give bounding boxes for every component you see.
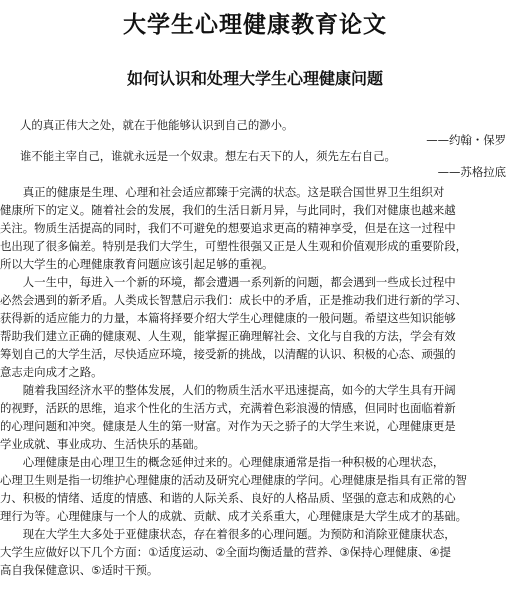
paragraph-line: 的视野，活跃的思维，追求个性化的生活方式，充满着色彩浪漫的情感，但同时也面临着新	[0, 401, 456, 415]
epigraph-author: ——苏格拉底	[437, 165, 506, 179]
paragraph-line: 也出现了很多偏差。特别是我们大学生，可塑性很强又正是人生观和价值观形成的重要阶段，	[0, 239, 468, 253]
paragraph-line: 真正的健康是生理、心理和社会适应都臻于完满的状态。这是联合国世界卫生组织对	[0, 185, 445, 199]
paragraph-line: 高自我保健意识、⑤适时干预。	[0, 563, 159, 577]
paragraph-line: 健康所下的定义。随着社会的发展，我们的生活日新月异，与此同时，我们对健康也越来越	[0, 203, 456, 217]
paragraph-line: 理行为等。心理健康与一个人的成就、贡献、成才关系重大，心理健康是大学生成才的基础。	[0, 509, 468, 523]
paragraph-line: 现在大学生大多处于亚健康状态，存在着很多的心理问题。为预防和消除亚健康状态，	[0, 527, 456, 541]
paragraph-line: 随着我国经济水平的整体发展，人们的物质生活水平迅速提高，如今的大学生具有开阔	[0, 383, 456, 397]
paragraph-line: 意志走向成才之路。	[0, 365, 103, 379]
epigraph-quote: 人的真正伟大之处，就在于他能够认识到自己的渺小。	[20, 118, 294, 132]
paragraph-line: 力、积极的情绪、适度的情感、和谐的人际关系、良好的人格品质、坚强的意志和成熟的心	[0, 491, 456, 505]
paragraph-line: 帮助我们建立正确的健康观、人生观，能掌握正确理解社会、文化与自我的方法，学会有效	[0, 329, 456, 343]
paragraph-line: 所以大学生的心理健康教育问题应该引起足够的重视。	[0, 257, 274, 271]
paragraph-line: 获得新的适应能力的力量，本篇将择要介绍大学生心理健康的一般问题。希望这些知识能够	[0, 311, 456, 325]
paragraph-line: 心理卫生则是指一切维护心理健康的活动及研究心理健康的学问。心理健康是指具有正常的智	[0, 473, 468, 487]
paragraph-line: 必然会遇到的新矛盾。人类成长智慧启示我们：成长中的矛盾，正是推动我们进行新的学习、	[0, 293, 468, 307]
paragraph-line: 人一生中，每进入一个新的环境，都会遭遇一系列新的问题，都会遇到一些成长过程中	[0, 275, 456, 289]
paragraph-line: 大学生应做好以下几个方面：①适度运动、②全面均衡适量的营养、③保持心理健康、④提	[0, 545, 451, 559]
paragraph-line: 学业成就、事业成功、生活快乐的基础。	[0, 437, 206, 451]
paragraph-line: 的心理问题和冲突。健康是人生的第一财富。对作为天之骄子的大学生来说，心理健康更是	[0, 419, 456, 433]
document-title: 大学生心理健康教育论文	[123, 11, 387, 38]
epigraph-author: ——约翰・保罗	[426, 133, 506, 147]
paragraph-line: 筹划自己的大学生活，尽快适应环境，接受新的挑战，以清醒的认识、积极的心态、顽强的	[0, 347, 456, 361]
paragraph-line: 关注。物质生活提高的同时，我们不可避免的想要追求更高的精神享受，但是在这一过程中	[0, 221, 456, 235]
epigraph-quote: 谁不能主宰自己，谁就永远是一个奴隶。想左右天下的人，须先左右自己。	[20, 149, 396, 163]
document-subtitle: 如何认识和处理大学生心理健康问题	[126, 69, 383, 88]
paragraph-line: 心理健康是由心理卫生的概念延伸过来的。心理健康通常是指一种积极的心理状态，	[0, 455, 445, 469]
